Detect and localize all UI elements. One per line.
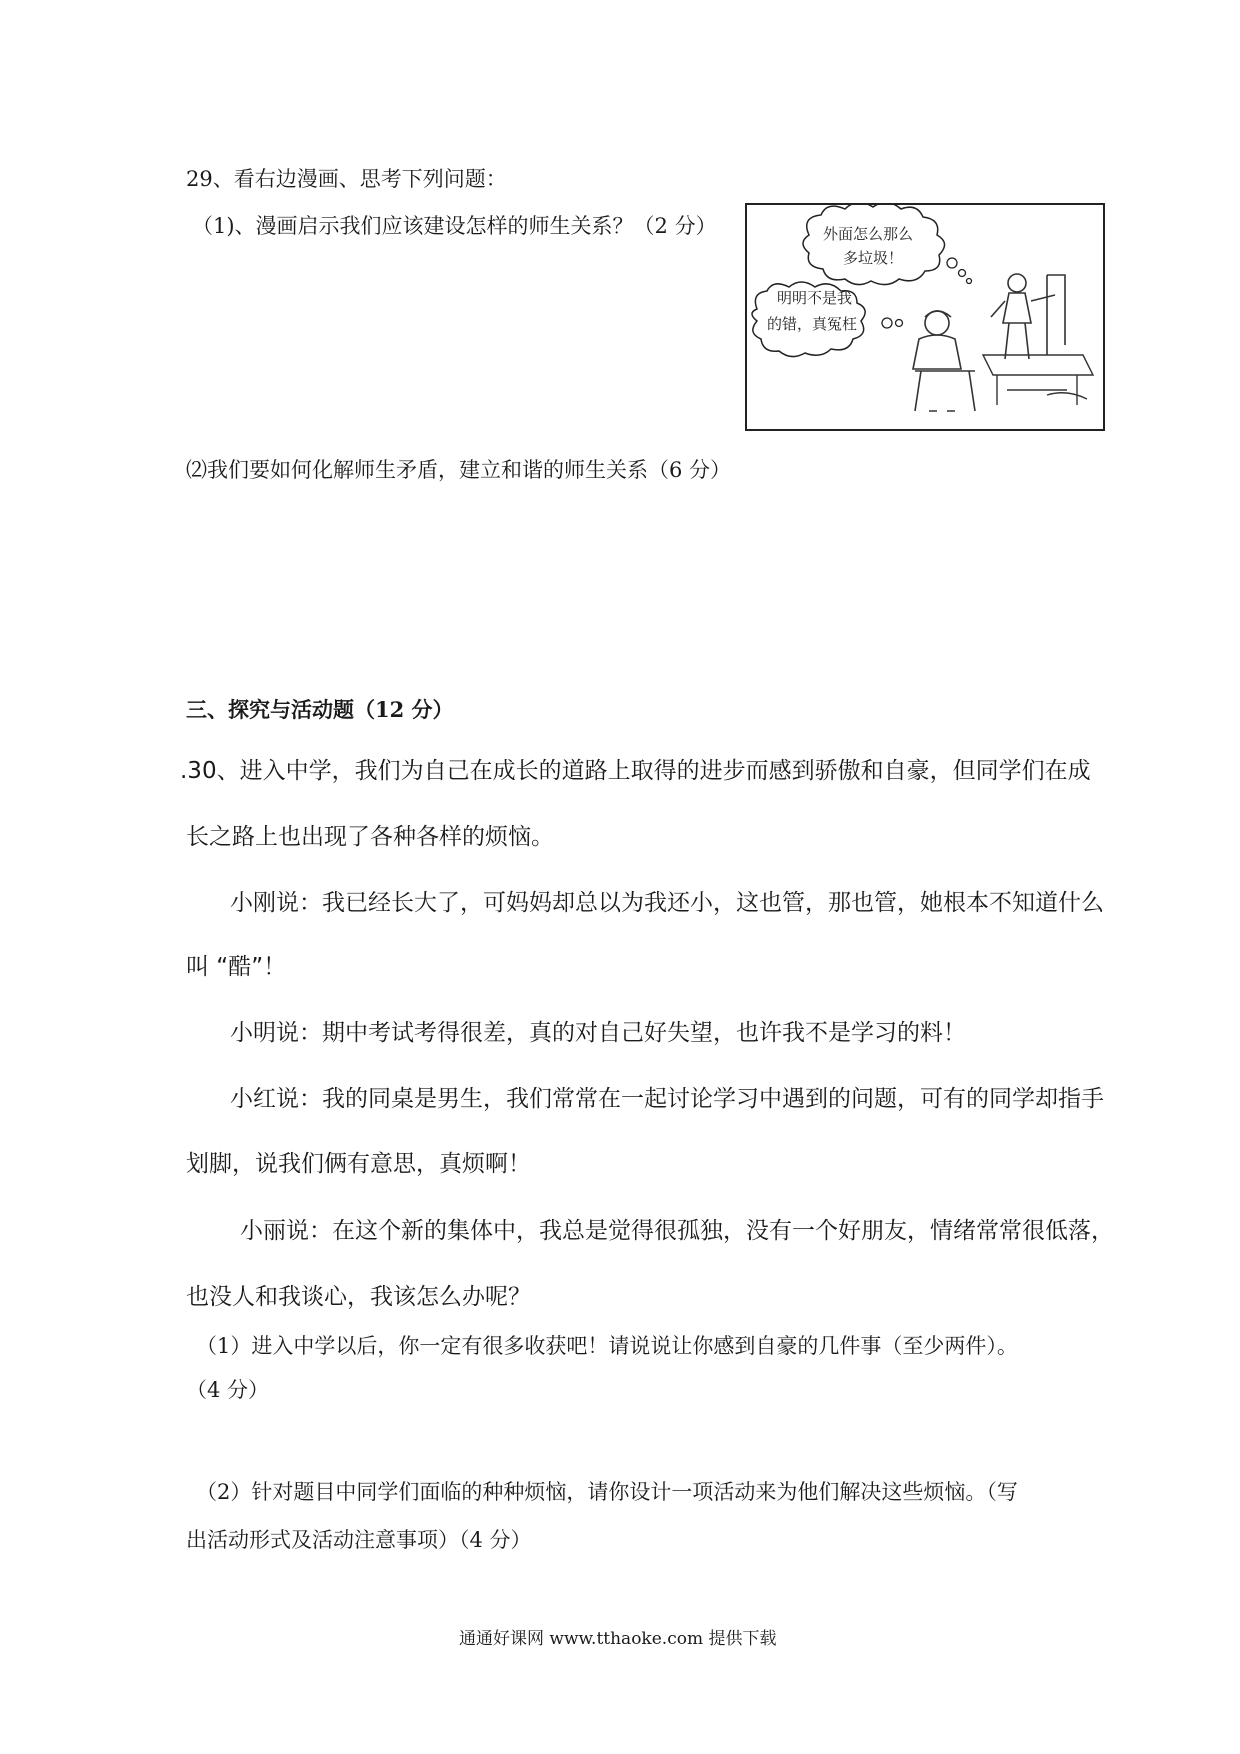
student-figure bbox=[913, 311, 975, 411]
q30-xiaohong-line2: 划脚，说我们俩有意思，真烦啊！ bbox=[186, 1151, 531, 1177]
q30-sub1-line2: （4 分） bbox=[186, 1378, 270, 1402]
q30-xiaoli-line2: 也没人和我谈心，我该怎么办呢？ bbox=[186, 1284, 531, 1310]
q29-sub2: ⑵我们要如何化解师生矛盾，建立和谐的师生关系（6 分） bbox=[186, 458, 732, 482]
q30-sub1-line1: （1）进入中学以后，你一定有很多收获吧！请说说让你感到自豪的几件事（至少两件）。 bbox=[196, 1334, 1018, 1358]
q30-xiaogang-line1: 小刚说：我已经长大了，可妈妈却总以为我还小，这也管，那也管，她根本不知道什么 bbox=[230, 890, 1104, 916]
teacher-figure bbox=[991, 274, 1065, 359]
q30-sub2-line2: 出活动形式及活动注意事项）（4 分） bbox=[186, 1528, 532, 1552]
q30-intro-line1: .30、进入中学，我们为自己在成长的道路上取得的进步而感到骄傲和自豪，但同学们在成 bbox=[180, 758, 1091, 784]
bubble-top-line2: 多垃圾！ bbox=[843, 249, 904, 267]
bubble-left-line1: 明明不是我 bbox=[777, 289, 853, 307]
q29-title: 29、看右边漫画、思考下列问题： bbox=[186, 167, 507, 191]
q30-xiaohong-line1: 小红说：我的同桌是男生，我们常常在一起讨论学习中遇到的问题，可有的同学却指手 bbox=[230, 1086, 1104, 1112]
footer-source: 通通好课网 www.tthaoke.com 提供下载 bbox=[459, 1629, 777, 1649]
q29-sub1: （1)、漫画启示我们应该建设怎样的师生关系？（2 分） bbox=[192, 214, 717, 238]
q30-intro-line2: 长之路上也出现了各种各样的烦恼。 bbox=[186, 824, 554, 850]
bubble-left-line2: 的错，真冤枉 bbox=[767, 315, 858, 333]
cartoon-image bbox=[745, 203, 1105, 431]
q30-sub2-line1: （2）针对题目中同学们面临的种种烦恼，请你设计一项活动来为他们解决这些烦恼。（写 bbox=[196, 1480, 1018, 1504]
section3-heading: 三、探究与活动题（12 分） bbox=[186, 697, 454, 722]
q30-xiaogang-line2: 叫 “酷”！ bbox=[186, 954, 287, 980]
bubble-top-line1: 外面怎么那么 bbox=[823, 225, 914, 243]
q30-xiaoli-line1: 小丽说：在这个新的集体中，我总是觉得很孤独，没有一个好朋友，情绪常常很低落， bbox=[240, 1218, 1114, 1244]
desk-drawing bbox=[983, 355, 1093, 405]
q30-xiaoming: 小明说：期中考试考得很差，真的对自己好失望，也许我不是学习的料！ bbox=[230, 1020, 966, 1046]
